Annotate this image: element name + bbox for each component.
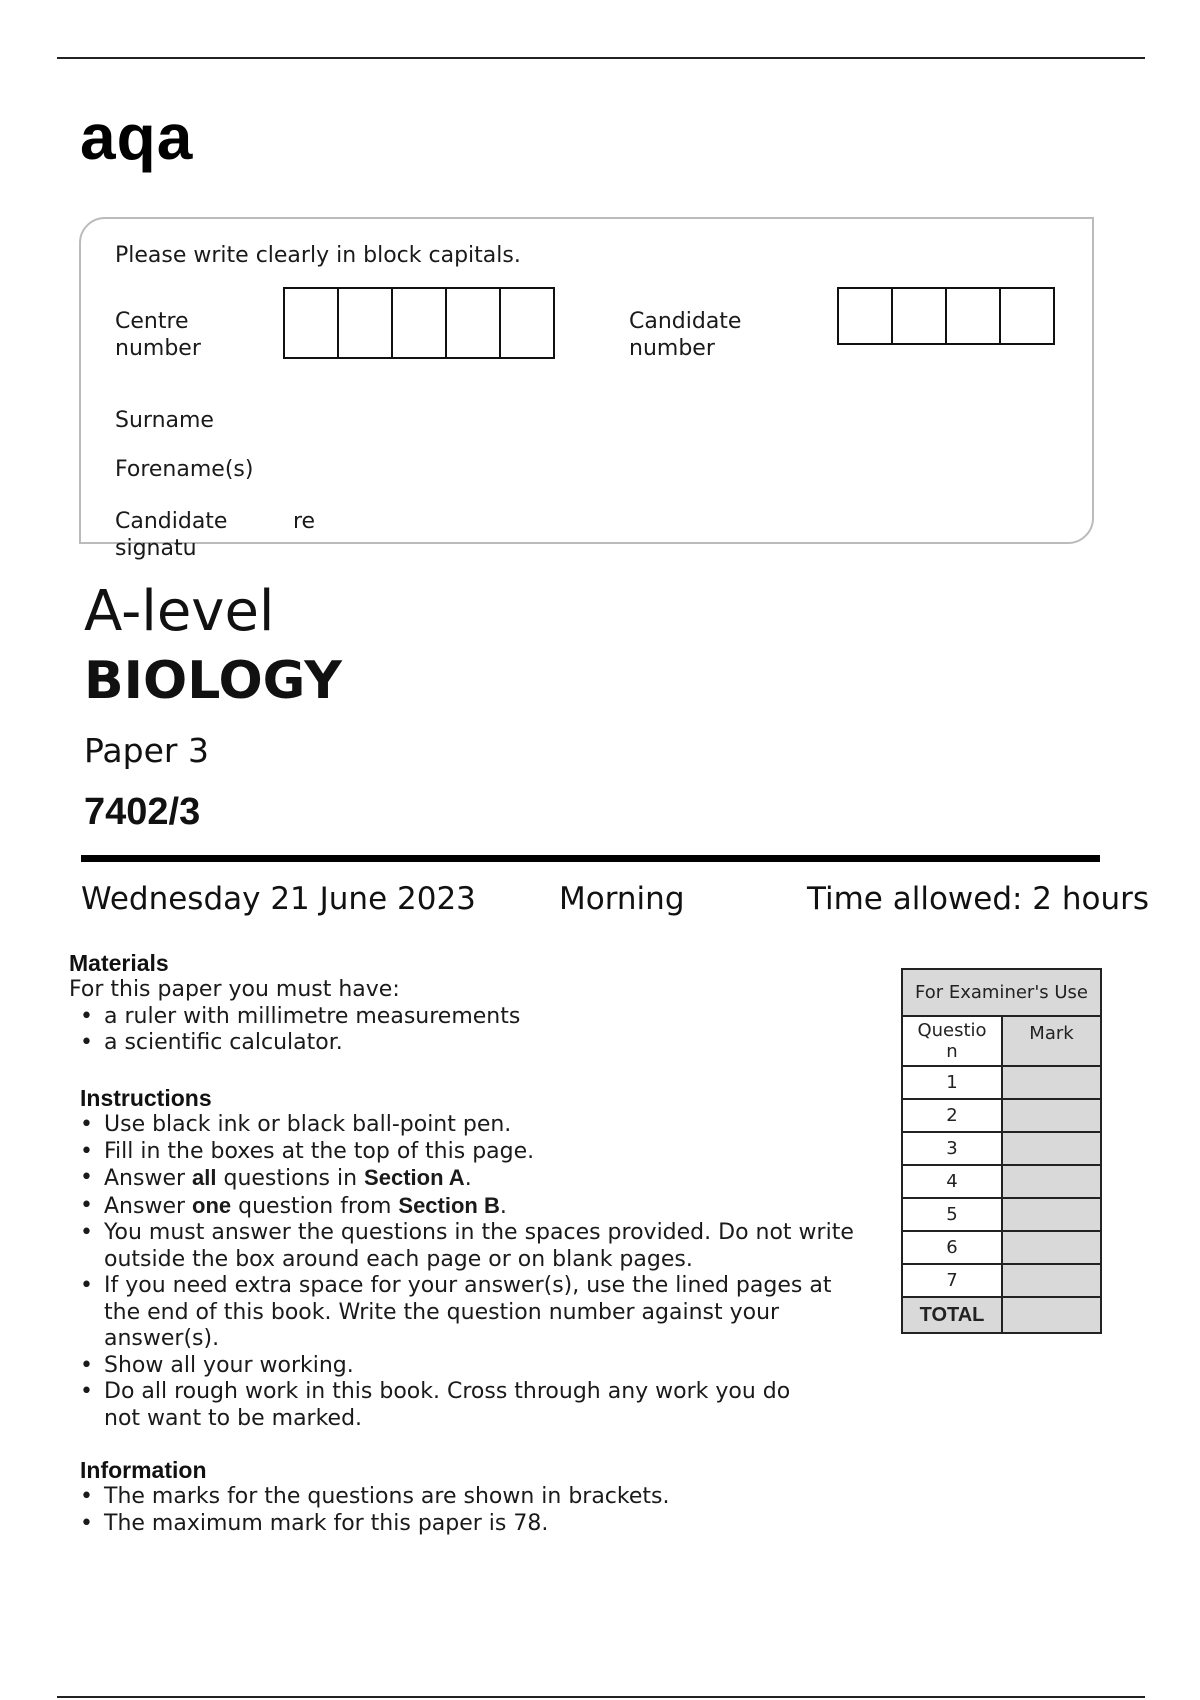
question-number: 4 bbox=[902, 1165, 1002, 1198]
table-row bbox=[902, 1231, 1101, 1264]
candidate-digit-box[interactable] bbox=[837, 287, 893, 345]
list-item: • Show all your working. bbox=[80, 1353, 900, 1380]
mark-cell bbox=[1002, 1264, 1101, 1297]
total-label: TOTAL bbox=[902, 1297, 1002, 1333]
list-item: • Do all rough work in this book. Cross through any work you do not want to be marked. bbox=[80, 1379, 900, 1432]
bottom-rule bbox=[57, 1696, 1145, 1698]
forenames-label: Forename(s) bbox=[115, 457, 254, 482]
centre-digit-box[interactable] bbox=[445, 287, 501, 359]
mark-cell bbox=[1002, 1231, 1101, 1264]
table-row bbox=[902, 1264, 1101, 1297]
instructions-section bbox=[80, 1085, 900, 1432]
table-row bbox=[902, 1066, 1101, 1099]
materials-section bbox=[69, 950, 889, 1057]
candidate-number-label: Candidate number bbox=[629, 309, 742, 361]
paper-code: 7402/3 bbox=[84, 791, 201, 833]
title-divider bbox=[81, 855, 1100, 862]
question-number: 5 bbox=[902, 1198, 1002, 1231]
question-number: 7 bbox=[902, 1264, 1002, 1297]
question-number: 3 bbox=[902, 1132, 1002, 1165]
mark-cell bbox=[1002, 1165, 1101, 1198]
centre-digit-box[interactable] bbox=[391, 287, 447, 359]
aqa-logo: aqa bbox=[80, 101, 194, 173]
question-number: 6 bbox=[902, 1231, 1002, 1264]
information-heading: Information bbox=[80, 1457, 207, 1483]
table-row bbox=[902, 1132, 1101, 1165]
list-item: • The marks for the questions are shown in brackets. bbox=[80, 1484, 900, 1511]
table-row bbox=[902, 1198, 1101, 1231]
question-column-header: Questio n bbox=[902, 1016, 1002, 1066]
total-mark-cell bbox=[1002, 1297, 1101, 1333]
list-item: • You must answer the questions in the spaces provided. Do not write outside the box around each page or on blank pages. bbox=[80, 1220, 900, 1273]
table-row bbox=[902, 1165, 1101, 1198]
information-section bbox=[80, 1457, 900, 1537]
mark-cell bbox=[1002, 1132, 1101, 1165]
list-item: • Use black ink or black ball-point pen. bbox=[80, 1112, 900, 1139]
candidate-number-boxes bbox=[837, 287, 1055, 345]
exam-session: Morning bbox=[559, 881, 685, 917]
information-list bbox=[80, 1484, 900, 1537]
qualification-level: A-level bbox=[84, 579, 275, 644]
list-item: • a scientific calculator. bbox=[80, 1030, 889, 1057]
centre-digit-box[interactable] bbox=[283, 287, 339, 359]
candidate-digit-box[interactable] bbox=[891, 287, 947, 345]
centre-number-boxes bbox=[283, 287, 555, 359]
mark-column-header: Mark bbox=[1002, 1016, 1101, 1066]
instructions-list bbox=[80, 1112, 900, 1432]
time-allowed: Time allowed: 2 hours bbox=[807, 881, 1150, 917]
materials-list bbox=[80, 1004, 889, 1057]
table-row bbox=[902, 1297, 1101, 1333]
list-item: • Fill in the boxes at the top of this page. bbox=[80, 1139, 900, 1166]
list-item: • Answer one question from Section B. bbox=[80, 1193, 900, 1221]
question-number: 1 bbox=[902, 1066, 1002, 1099]
exam-date: Wednesday 21 June 2023 bbox=[81, 881, 476, 917]
list-item: • Answer all questions in Section A. bbox=[80, 1165, 900, 1193]
materials-heading: Materials bbox=[69, 950, 169, 976]
list-item: • a ruler with millimetre measurements bbox=[80, 1004, 889, 1031]
candidate-digit-box[interactable] bbox=[945, 287, 1001, 345]
materials-intro: For this paper you must have: bbox=[69, 977, 400, 1002]
signature-label: Candidate signatu bbox=[115, 509, 228, 561]
instructions-heading: Instructions bbox=[80, 1085, 212, 1111]
signature-label-fragment: re bbox=[293, 509, 316, 534]
centre-digit-box[interactable] bbox=[499, 287, 555, 359]
block-capitals-instruction: Please write clearly in block capitals. bbox=[115, 243, 521, 268]
centre-number-label: Centre number bbox=[115, 309, 201, 361]
question-number: 2 bbox=[902, 1099, 1002, 1132]
list-item: • The maximum mark for this paper is 78. bbox=[80, 1511, 900, 1538]
table-row bbox=[902, 1099, 1101, 1132]
surname-label: Surname bbox=[115, 408, 214, 433]
list-item: • If you need extra space for your answer(s), use the lined pages at the end of this book. Write the question number against your answer(s). bbox=[80, 1273, 900, 1353]
candidate-digit-box[interactable] bbox=[999, 287, 1055, 345]
examiner-use-table bbox=[901, 968, 1102, 1334]
subject-title: BIOLOGY bbox=[84, 651, 342, 711]
mark-cell bbox=[1002, 1198, 1101, 1231]
centre-digit-box[interactable] bbox=[337, 287, 393, 359]
mark-cell bbox=[1002, 1066, 1101, 1099]
mark-cell bbox=[1002, 1099, 1101, 1132]
top-rule bbox=[57, 57, 1145, 59]
paper-number: Paper 3 bbox=[84, 731, 209, 770]
examiner-table-title: For Examiner's Use bbox=[902, 969, 1101, 1016]
